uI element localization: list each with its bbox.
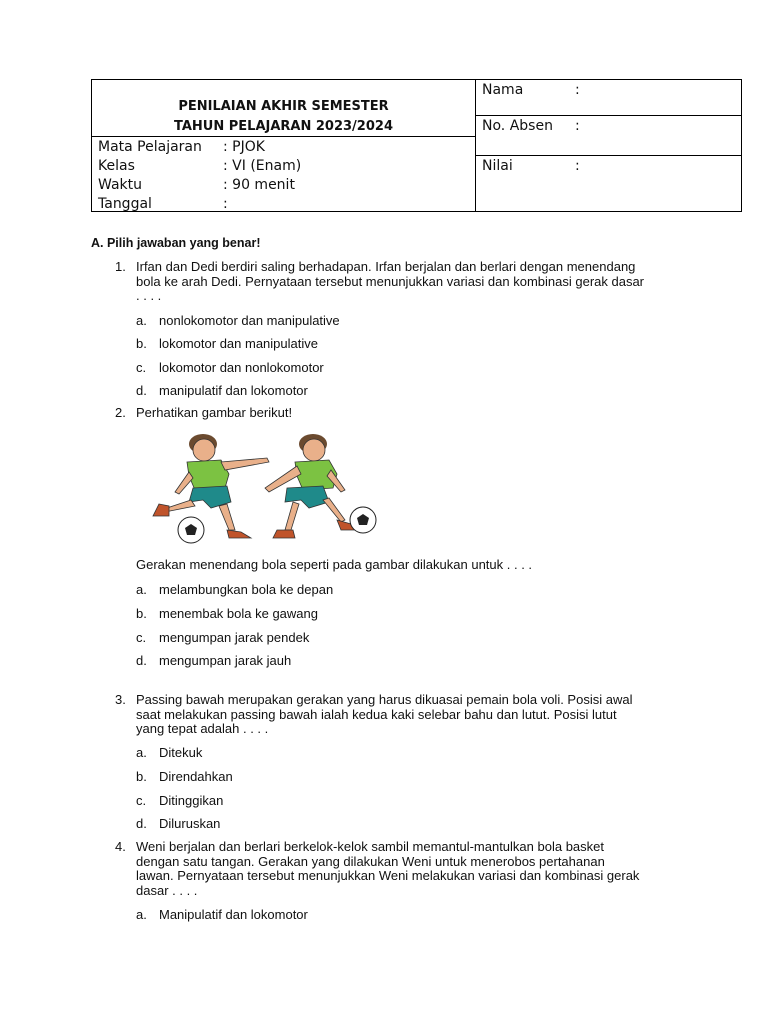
question-text [136, 260, 686, 304]
question-line: Irfan dan Dedi berdiri saling berhadapan. Irfan berjalan dan berlari dengan menendang [136, 259, 636, 274]
option-text: Diluruskan [159, 816, 221, 831]
question-text [136, 840, 686, 898]
option-letter: a. [136, 313, 147, 328]
question-line: Passing bawah merupakan gerakan yang harus dikuasai pemain bola voli. Posisi awal [136, 692, 633, 707]
header-left [92, 80, 476, 211]
question-line: bola ke arah Dedi. Pernyataan tersebut menunjukkan variasi dan kombinasi gerak dasar [136, 273, 645, 289]
option-letter: b. [136, 769, 147, 784]
exam-title-line2: TAHUN PELAJARAN 2023/2024 [173, 119, 393, 134]
option-text: Ditinggikan [159, 793, 224, 808]
option-letter: c. [136, 793, 147, 808]
info-label: Mata Pelajaran [98, 139, 202, 155]
field-nilai[interactable] [475, 156, 741, 211]
header-table [91, 79, 742, 212]
question-line: saat melakukan passing bawah ialah kedua kaki selebar bahu dan lutut. Posisi lutut [136, 706, 617, 722]
option-letter: b. [136, 606, 147, 621]
arm [221, 458, 269, 470]
field-nama[interactable] [475, 80, 741, 116]
section-title: A. Pilih jawaban yang benar! [91, 236, 261, 250]
option-letter: d. [136, 653, 147, 668]
option-text: Ditekuk [159, 745, 203, 760]
info-value: : 90 menit [223, 177, 295, 193]
option-letter: b. [136, 336, 147, 351]
option-text: melambungkan bola ke depan [159, 582, 334, 597]
boy-right [265, 434, 376, 538]
header-right [475, 80, 741, 211]
exam-title-line1: PENILAIAN AKHIR SEMESTER [178, 99, 389, 114]
option-letter: d. [136, 816, 147, 831]
question-line: dasar . . . . [136, 882, 198, 898]
option-letter: d. [136, 383, 147, 398]
leg [219, 504, 235, 530]
field-colon: : [575, 82, 580, 98]
option-text: lokomotor dan manipulative [159, 336, 318, 351]
field-no-absen[interactable] [475, 116, 741, 156]
field-colon: : [575, 118, 580, 134]
option-text: Manipulatif dan lokomotor [159, 907, 308, 922]
question-line: yang tepat adalah . . . . [136, 721, 269, 736]
question-line: Perhatikan gambar berikut! [136, 405, 293, 420]
field-label: No. Absen [482, 118, 553, 134]
option-text: lokomotor dan nonlokomotor [159, 360, 324, 375]
shorts [285, 486, 329, 508]
info-label: Waktu [98, 177, 142, 193]
info-label: Kelas [98, 158, 135, 174]
exam-title [92, 80, 475, 137]
option-letter: a. [136, 745, 147, 760]
option-letter: a. [136, 582, 147, 597]
boy-left [153, 434, 269, 543]
question-line: Weni berjalan dan berlari berkelok-kelok sambil memantul-mantulkan bola basket [136, 839, 604, 854]
question-number: 4. [115, 839, 126, 854]
field-colon: : [575, 158, 580, 174]
shoe [273, 530, 295, 538]
info-value: : [223, 196, 228, 212]
question-line: . . . . [136, 288, 162, 303]
field-label: Nilai [482, 158, 513, 174]
leg [285, 502, 299, 530]
head [303, 439, 325, 461]
question-number: 2. [115, 405, 126, 420]
question-number: 3. [115, 692, 126, 707]
leg [323, 498, 345, 522]
option-text: manipulatif dan lokomotor [159, 383, 308, 398]
arm [175, 472, 193, 494]
option-text: nonlokomotor dan manipulative [159, 313, 340, 328]
option-text: Direndahkan [159, 769, 233, 784]
soccer-kick-illustration [145, 430, 385, 550]
option-letter: c. [136, 630, 147, 645]
leg [165, 500, 195, 512]
option-letter: a. [136, 907, 147, 922]
field-label: Nama [482, 82, 524, 98]
shoe [153, 504, 169, 516]
info-label: Tanggal [98, 196, 152, 212]
question-text [136, 693, 686, 737]
info-value: : VI (Enam) [223, 158, 302, 174]
question-text [136, 406, 686, 421]
question-line: lawan. Pernyataan tersebut menunjukkan Weni melakukan variasi dan kombinasi gerak [136, 868, 640, 883]
question-text: Gerakan menendang bola seperti pada gambar dilakukan untuk . . . . [136, 557, 533, 572]
shoe [227, 530, 251, 538]
head [193, 439, 215, 461]
question-line: dengan satu tangan. Gerakan yang dilakukan Weni untuk menerobos pertahanan [136, 853, 605, 869]
question-number: 1. [115, 259, 126, 274]
option-text: mengumpan jarak jauh [159, 653, 292, 668]
option-letter: c. [136, 360, 147, 375]
option-text: menembak bola ke gawang [159, 606, 318, 621]
option-text: mengumpan jarak pendek [159, 630, 310, 645]
info-value: : PJOK [223, 139, 265, 155]
